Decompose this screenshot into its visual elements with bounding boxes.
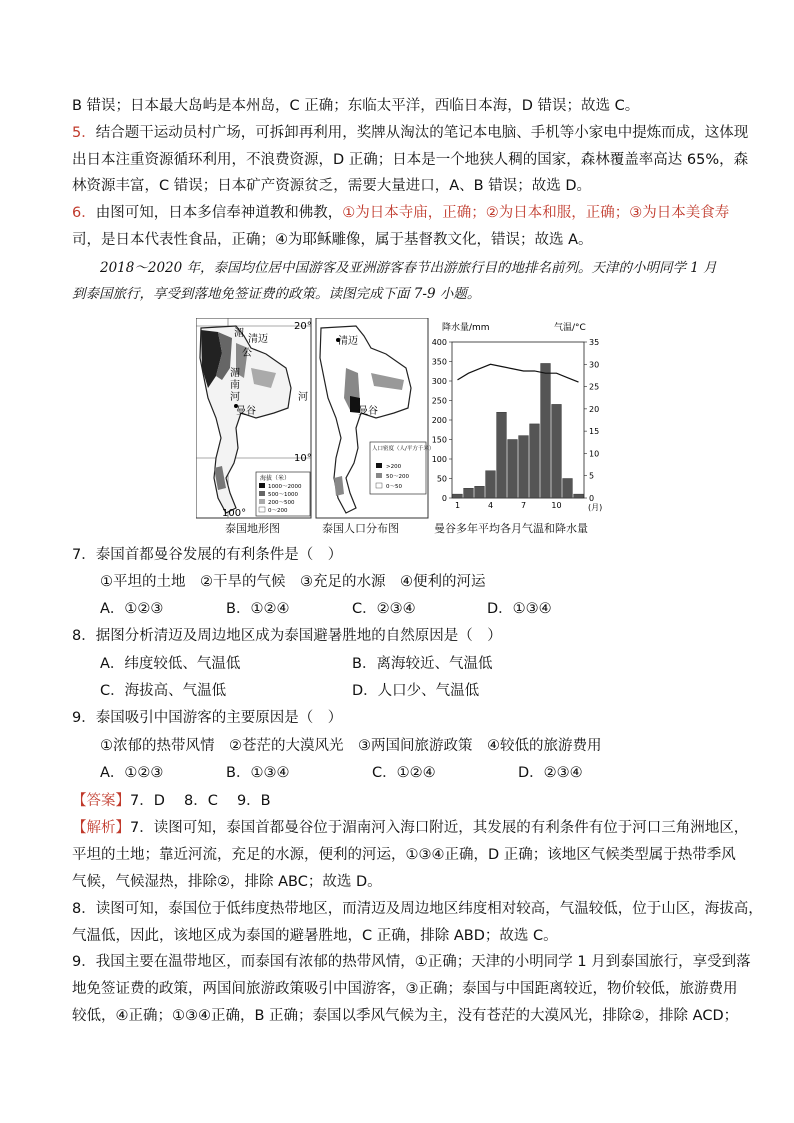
precip-bar [519, 436, 529, 498]
text-span: 结合题干运动员村广场，可拆卸再利用，奖牌从淘汰的笔记本电脑、手机等小家电中提炼而成，这体现 [95, 125, 749, 141]
legend-item: >200 [386, 464, 402, 470]
x-tick-label: 1 [454, 501, 461, 510]
legend-item: 1000～2000 [268, 484, 302, 490]
x-tick-label: 10 [551, 501, 562, 510]
precip-bar [530, 424, 540, 498]
answer-tag: 【答案】 [72, 793, 130, 809]
map1-caption: 泰国地形图 [225, 522, 280, 535]
y-tick-label: 250 [431, 396, 447, 406]
x-tick-label: 4 [487, 501, 494, 510]
text-span-red: ①为日本寺庙，正确；②为日本和服，正确；③为日本美食寿 [342, 205, 730, 221]
map2-caption: 泰国人口分布图 [322, 522, 399, 535]
analysis-line: 平坦的土地；靠近河流，充足的水源，便利的河运，①③④正确，D 正确；该地区气候类型属于热带季风 [72, 847, 736, 863]
y-tick-label: 0 [441, 494, 447, 503]
y-right-tick-label: 25 [589, 382, 600, 392]
y-tick-label: 150 [431, 435, 447, 445]
legend-item: 0～200 [268, 508, 288, 514]
map-label-bangkok: 曼谷 [236, 406, 256, 417]
map-label: 湄 [230, 368, 240, 379]
question-9: 9．泰国吸引中国游客的主要原因是（ ） [72, 710, 343, 726]
text-line [72, 203, 729, 223]
y-tick-label: 50 [436, 474, 447, 484]
legend-title: 海拔（米） [260, 475, 291, 482]
population-map [316, 318, 434, 518]
climate-chart [432, 321, 603, 512]
option-d: D．①③④ [487, 601, 552, 617]
map-label: 河 [298, 392, 308, 403]
legend-title: 人口密度（人/平方千米） [372, 446, 435, 452]
map-label: 河 [230, 392, 240, 403]
chart-month-unit: (月) [588, 503, 603, 512]
longitude-label: 100° [222, 508, 247, 519]
y-right-tick-label: 15 [589, 427, 600, 437]
y-right-tick-label: 30 [589, 360, 600, 370]
legend-item: 50～200 [386, 474, 409, 480]
map-label: 南 [230, 380, 240, 391]
item-number: 6． [72, 205, 96, 221]
precip-bar [497, 412, 507, 498]
chart-frame [452, 342, 584, 498]
option-a: A．纬度较低、气温低 [100, 656, 241, 672]
precip-bar [541, 363, 551, 498]
chart-right-axis-label: 气温/°C [554, 323, 586, 333]
precip-bar [475, 486, 485, 498]
y-right-tick-label: 0 [589, 494, 595, 503]
y-right-tick-label: 10 [589, 449, 600, 459]
map-label: 公 [242, 348, 252, 359]
analysis-line: 较低，④正确；①③④正确，B 正确；泰国以季风气候为主，没有苍茫的大漠风光，排除②，排除 ACD； [72, 1008, 739, 1024]
latitude-label: 20° [294, 321, 312, 332]
precip-bar [563, 479, 573, 499]
question-8: 8．据图分析清迈及周边地区成为泰国避暑胜地的自然原因是（ ） [72, 628, 502, 644]
y-right-tick-label: 20 [589, 404, 600, 414]
option-d: D．人口少、气温低 [352, 683, 480, 699]
option-a: A．①②③ [100, 601, 164, 617]
figure [196, 318, 616, 540]
text-line [72, 123, 748, 143]
precip-bar [552, 404, 562, 498]
map-label-bangkok: 曼谷 [358, 406, 378, 417]
answer-text: 7．D 8．C 9．B [130, 793, 271, 809]
precip-bar [574, 494, 584, 498]
y-right-tick-label: 5 [589, 471, 595, 481]
chart-line [458, 364, 579, 382]
precip-bar [486, 471, 496, 498]
precip-bar [453, 494, 463, 498]
y-tick-label: 200 [431, 416, 447, 425]
analysis-line: 气候，气候湿热，排除②，排除 ABC；故选 D。 [72, 874, 382, 890]
temperature-line [458, 364, 579, 382]
chart-bars [453, 363, 584, 498]
option-b: B．离海较近、气温低 [352, 656, 493, 672]
text-line: B 错误；日本最大岛屿是本州岛，C 正确；东临太平洋，西临日本海，D 错误；故选 C。 [72, 98, 640, 114]
legend-item: 0～50 [386, 484, 402, 490]
text-span: 由图可知，日本多信奉神道教和佛教， [95, 205, 343, 221]
option-c: C．②③④ [352, 601, 416, 617]
y-tick-label: 350 [431, 357, 447, 367]
terrain-map [196, 318, 312, 519]
question-7-items: ①平坦的土地 ②干旱的气候 ③充足的水源 ④便利的河运 [100, 574, 486, 590]
text-line: 林资源丰富，C 错误；日本矿产资源贫乏，需要大量进口，A、B 错误；故选 D。 [72, 178, 591, 194]
map-label: 清迈 [338, 336, 358, 347]
analysis-line [72, 818, 748, 838]
option-d: D．②③④ [518, 765, 583, 781]
y-tick-label: 100 [431, 455, 447, 464]
chart-axes [452, 342, 584, 498]
y-right-tick-label: 35 [589, 338, 600, 347]
option-b: B．①③④ [226, 765, 290, 781]
chart-caption: 曼谷多年平均各月气温和降水量 [434, 522, 588, 535]
analysis-tag: 【解析】 [72, 820, 130, 836]
y-tick-label: 400 [431, 338, 447, 347]
option-a: A．①②③ [100, 765, 164, 781]
legend-item: 500～1000 [268, 492, 298, 498]
analysis-line: 地免签证费的政策，两国间旅游政策吸引中国游客，③正确；泰国与中国距离较近，物价较低，旅游费用 [72, 981, 738, 997]
option-c: C．海拔高、气温低 [100, 683, 227, 699]
map-label: 清迈 [248, 334, 268, 345]
intro-paragraph: 到泰国旅行，享受到落地免签证费的政策。读图完成下面 7-9 小题。 [72, 286, 481, 302]
map-label: 湄 [234, 328, 244, 339]
x-tick-label: 7 [520, 501, 527, 510]
latitude-label: 10° [294, 453, 312, 464]
item-number: 5． [72, 125, 96, 141]
precip-bar [464, 488, 474, 498]
option-b: B．①②④ [226, 601, 290, 617]
question-7: 7．泰国首都曼谷发展的有利条件是（ ） [72, 547, 343, 563]
answer-line [72, 791, 271, 811]
text-line: 出日本注重资源循环利用，不浪费资源，D 正确；日本是一个地狭人稠的国家，森林覆盖率高达 65%，森 [72, 152, 749, 168]
analysis-line: 气温低，因此，该地区成为泰国的避暑胜地，C 正确，排除 ABD；故选 C。 [72, 928, 558, 944]
figure-svg [196, 318, 616, 540]
y-tick-label: 300 [431, 377, 447, 386]
question-9-items: ①浓郁的热带风情 ②苍茫的大漠风光 ③两国间旅游政策 ④较低的旅游费用 [100, 738, 602, 754]
chart-left-axis-label: 降水量/mm [442, 323, 490, 333]
legend-item: 200～500 [268, 500, 295, 506]
intro-paragraph: 2018～2020 年，泰国均位居中国游客及亚洲游客春节出游旅行目的地排名前列。天津的小明同学 1 月 [100, 260, 717, 276]
analysis-line: 8．读图可知，泰国位于低纬度热带地区，而清迈及周边地区纬度相对较高，气温较低，位于山区，海拔高， [72, 901, 763, 917]
analysis-text: 7．读图可知，泰国首都曼谷位于湄南河入海口附近，其发展的有利条件有位于河口三角洲地区， [130, 820, 749, 836]
option-c: C．①②④ [372, 765, 436, 781]
text-line: 司，是日本代表性食品，正确；④为耶稣雕像，属于基督教文化，错误；故选 A。 [72, 232, 593, 248]
analysis-line: 9．我国主要在温带地区，而泰国有浓郁的热带风情，①正确；天津的小明同学 1 月到泰国旅行，享受到落 [72, 954, 751, 970]
precip-bar [508, 440, 518, 499]
